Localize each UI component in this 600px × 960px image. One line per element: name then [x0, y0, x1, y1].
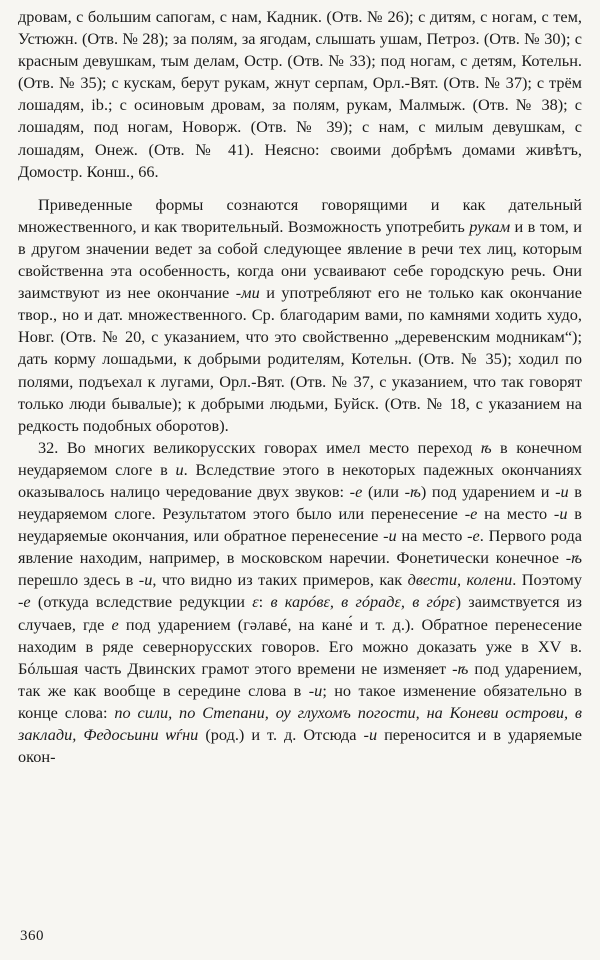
text-segment: под ударением (гәлавé, на кане́ и т. д.). Обратное перенесение находим в ряде севернорусских говоров. Его можно доказать уже в XV в. Бóльшая часть Двинских грамот этого времени не изменяет: [18, 614, 582, 678]
text-segment: в конечном неударяемом слоге в: [18, 437, 582, 479]
italic-text-segment: -и: [383, 526, 397, 546]
text-segment: , что видно из таких примеров, как: [152, 570, 408, 590]
text-segment: на место: [477, 504, 554, 524]
italic-text-segment: -ми: [235, 283, 260, 303]
text-segment: . Первого рода явление находим, например, в московском наречии. Фонетически конечное: [18, 526, 582, 568]
text-segment: (род.) и т. д. Отсюда: [198, 725, 364, 744]
italic-text-segment: -и: [553, 504, 568, 524]
text-segment: дровам, с большим сапогам, с нам, Кадник. (Отв. № 26); с дитям, с ногам, с тем, Устюжн. (Отв. № 28); за полям, за ягодам, слышать ушам, Петроз. (Отв. № 30); с красным девушкам, тым делам, Остр. (Отв. № 33); под ногам, с детям, Котельн. (Отв. № 35); с кускам, берут рукам, жнут серпам, Орл.-Вят. (Отв. № 37); с трём лошадям, ib.; с осиновым дровам, за полям, рукам, Малмыж. (Отв. № 38); с лошадям, под ногам, Новорж. (Отв. № 39); с нам, с милым девушкам, с лошадям, Онеж. (Отв. № 41). Неясно: своими добрѣмъ домами живѣтъ, Домостр. Конш., 66.: [18, 7, 582, 181]
text-segment: переносится и в ударяемые окон-: [18, 725, 582, 767]
italic-text-segment: -ѣ: [565, 548, 582, 568]
paragraph-gap: [18, 183, 582, 194]
italic-text-segment: -и: [138, 570, 153, 590]
text-segment: в неударяемые окончания, или обратное перенесение: [18, 504, 582, 546]
text-segment: ) заимствуется из случаев, где: [18, 592, 582, 634]
italic-text-segment: -е: [18, 592, 31, 612]
text-segment: ) под ударением и: [420, 481, 556, 501]
italic-text-segment: двести, колени: [407, 570, 513, 590]
text-segment: 32. Во многих великорусских говорах имел место переход: [38, 437, 481, 457]
italic-text-segment: и: [175, 459, 184, 479]
page-number: 360: [20, 928, 44, 944]
italic-text-segment: -ѣ: [452, 658, 469, 678]
italic-text-segment: -е: [467, 526, 480, 546]
italic-text-segment: -ѣ: [404, 481, 421, 501]
text-segment: и в том, и в другом значении ведет за собой следующее явление в речи тех лиц, которым свойственна эта особенность, когда они усваивают себе городскую речь. Они заимствуют из нее окончание: [18, 216, 582, 303]
text-segment: (откуда вследствие редукции: [30, 592, 253, 612]
paragraph: [18, 194, 582, 437]
paragraph: [18, 437, 582, 768]
italic-text-segment: -е: [464, 504, 478, 524]
italic-text-segment: -е: [349, 481, 363, 501]
text-segment: (или: [362, 481, 405, 501]
italic-text-segment: ѣ: [480, 437, 492, 457]
text-segment: . Поэтому: [512, 570, 582, 590]
italic-text-segment: ɛ: [252, 592, 259, 612]
italic-text-segment: е: [111, 614, 119, 634]
text-segment: :: [258, 592, 271, 612]
text-segment: Приведенные формы сознаются говорящими и как дательный множественного, и как творительный. Возможность употребить: [18, 194, 582, 236]
paragraph: [18, 6, 582, 183]
text-segment: на место: [396, 526, 468, 546]
italic-text-segment: в карóвɛ, в гóрадɛ, в гóрɛ: [270, 592, 456, 612]
text-segment: под ударением, так же как вообще в середине слова в: [18, 658, 583, 700]
text-segment: . Вследствие этого в некоторых падежных окончаниях оказывалось налицо чередование двух звуков:: [18, 459, 583, 501]
text-segment: в неударяемом слоге. Результатом этого было или перенесение: [18, 481, 582, 524]
italic-text-segment: рукам: [469, 216, 511, 236]
italic-text-segment: -и: [308, 680, 323, 700]
text-segment: перешло здесь в: [18, 570, 139, 590]
italic-text-segment: -и: [363, 725, 378, 744]
text-segment: и употребляют его не только как окончание твор., но и дат. множественного. Ср. благодарим вами, по камнями ходить худо, Новг. (Отв. № 20, с указанием, что это свойственно „деревенским модникам“); дать корму лошадьми, к добрыми родителям, Котельн. (Отв. № 35); ходил по полями, подъехал к лугами, Орл.-Вят. (Отв. № 37, с указанием, что так говорят только люди бывалые); к добрыми людьми, Буйск. (Отв. № 18, с указанием на редкость подобных оборотов).: [18, 283, 582, 435]
text-body: [18, 6, 582, 768]
italic-text-segment: -и: [555, 481, 569, 501]
italic-text-segment: по сили, по Степани, оу глухомъ погости, на Коневи острови, в заклади, Федосьини ѡѓни: [18, 702, 583, 744]
text-segment: ; но такое изменение обязательно в конце слова:: [18, 680, 582, 722]
